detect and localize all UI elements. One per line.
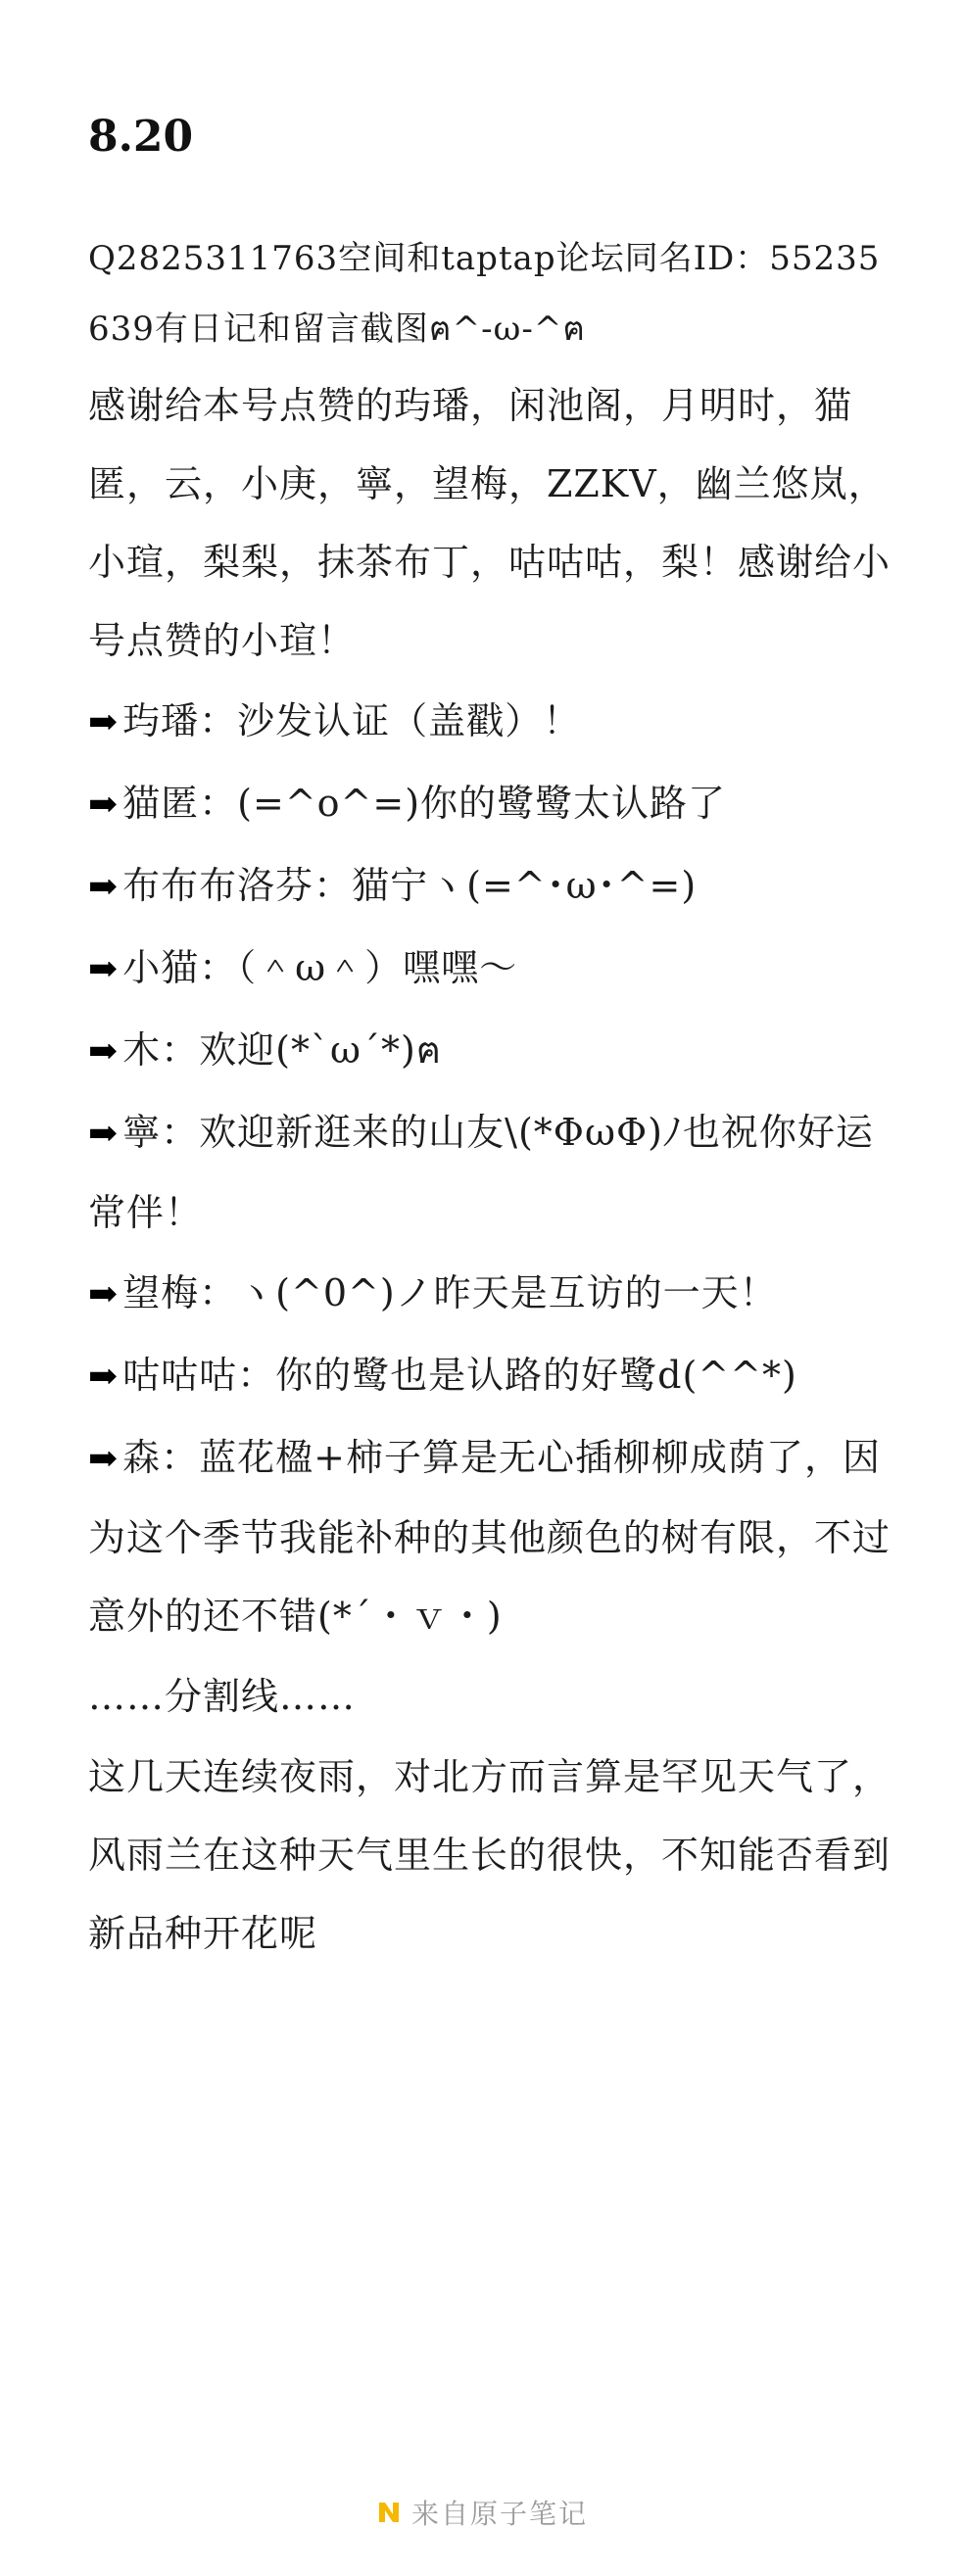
paragraph-text: 布布布洛芬：猫宁ヽ(=^･ω･^=) xyxy=(122,864,698,907)
right-arrow-icon: ➡ xyxy=(88,1274,120,1314)
paragraph-text: 这几天连续夜雨，对北方而言算是罕见天气了，风雨兰在这种天气里生长的很快，不知能否看到新品种开花呢 xyxy=(88,1755,892,1955)
paragraph-text: 望梅：ヽ(^0^)ノ昨天是互访的一天！ xyxy=(122,1271,778,1314)
footer-attribution xyxy=(0,2488,964,2537)
reply-line xyxy=(88,1336,892,1416)
note-paragraph xyxy=(88,1657,892,1736)
atom-note-logo-icon xyxy=(376,2500,402,2525)
paragraph-text: ……分割线…… xyxy=(88,1675,357,1718)
reply-line xyxy=(88,1254,892,1334)
reply-line xyxy=(88,1093,892,1252)
note-paragraph xyxy=(88,366,892,680)
reply-line xyxy=(88,1418,892,1655)
paragraph-text: 猫匿：(=^o^=)你的鹭鹭太认路了 xyxy=(122,782,727,825)
note-body xyxy=(88,223,892,1975)
paragraph-text: 玙璠：沙发认证（盖戳）！ xyxy=(122,699,582,742)
reply-line xyxy=(88,682,892,762)
paragraph-text: 小猫：（＾ω＾）嘿嘿～ xyxy=(122,946,518,989)
reply-line xyxy=(88,1011,892,1091)
note-paragraph xyxy=(88,223,892,364)
footer-text: 来自原子笔记 xyxy=(410,2498,588,2530)
paragraph-text: 木：欢迎(*`ω´*)ฅ xyxy=(122,1028,443,1072)
right-arrow-icon: ➡ xyxy=(88,949,120,989)
paragraph-text: 感谢给本号点赞的玙璠，闲池阁，月明时，猫匿，云，小庚，寧，望梅，ZZKV，幽兰悠岚，小瑄，梨梨，抹茶布丁，咕咕咕，梨！感谢给小号点赞的小瑄！ xyxy=(88,384,892,662)
right-arrow-icon: ➡ xyxy=(88,867,120,907)
right-arrow-icon: ➡ xyxy=(88,785,120,825)
right-arrow-icon: ➡ xyxy=(88,1031,120,1072)
right-arrow-icon: ➡ xyxy=(88,1357,120,1397)
paragraph-text: 咕咕咕：你的鹭也是认路的好鹭d(^^*) xyxy=(122,1354,797,1397)
note-paragraph xyxy=(88,1738,892,1973)
right-arrow-icon: ➡ xyxy=(88,1114,120,1154)
reply-line xyxy=(88,929,892,1009)
reply-line xyxy=(88,764,892,844)
right-arrow-icon: ➡ xyxy=(88,702,120,742)
reply-line xyxy=(88,846,892,927)
paragraph-text: 寧：欢迎新逛来的山友\(*ΦωΦ)ﾉ也祝你好运常伴！ xyxy=(88,1111,874,1234)
paragraph-text: 森：蓝花楹+柿子算是无心插柳柳成荫了，因为这个季节我能补种的其他颜色的树有限，不过意外的还不错(*´・ｖ・) xyxy=(88,1436,892,1638)
note-title: 8.20 xyxy=(88,112,194,162)
right-arrow-icon: ➡ xyxy=(88,1439,120,1479)
paragraph-text: Q2825311763空间和taptap论坛同名ID：55235639有日记和留言截图ฅ^-ω-^ฅ xyxy=(88,239,881,349)
